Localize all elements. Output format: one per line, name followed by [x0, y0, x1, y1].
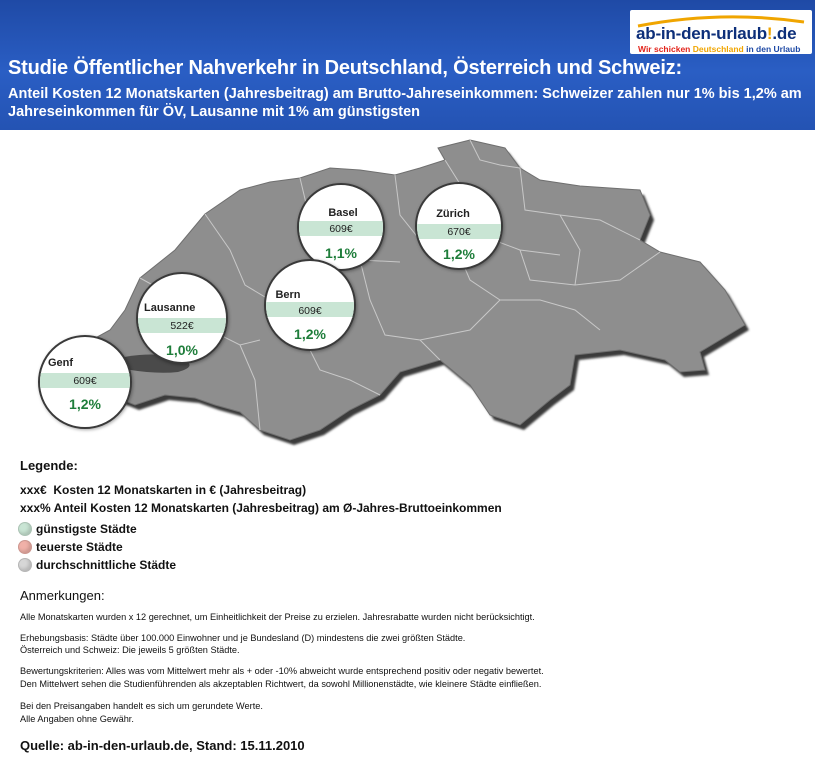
legend-item-cheapest: günstigste Städte — [18, 522, 137, 536]
legend-item-average: durchschnittliche Städte — [18, 558, 176, 572]
city-name: Genf — [48, 357, 74, 369]
logo-wordmark: ab-in-den-urlaub!.de — [636, 24, 797, 43]
city-name: Zürich — [436, 208, 470, 220]
city-bubble-genf[interactable] — [38, 335, 132, 429]
city-name: Lausanne — [144, 302, 196, 314]
share-value: 1,1% — [325, 245, 357, 261]
logo-tagline: Wir schicken Deutschland in den Urlaub — [638, 44, 801, 54]
gray-dot-icon — [18, 558, 32, 572]
source-line: Quelle: ab-in-den-urlaub.de, Stand: 15.11.2010 — [20, 738, 305, 753]
note-line: Alle Angaben ohne Gewähr. — [20, 714, 134, 724]
legend-item-most-expensive: teuerste Städte — [18, 540, 123, 554]
price-value: 609€ — [298, 305, 322, 317]
city-bubble-lausanne[interactable] — [136, 272, 228, 364]
legend-title: Legende: — [20, 458, 78, 473]
price-value: 670€ — [447, 226, 471, 238]
legend-definition-price: xxx€ Kosten 12 Monatskarten in € (Jahresbeitrag) — [20, 483, 307, 497]
city-bubble-basel[interactable] — [297, 183, 385, 271]
price-value: 522€ — [170, 320, 194, 332]
price-value: 609€ — [329, 223, 353, 235]
page-title: Studie Öffentlicher Nahverkehr in Deutschland, Österreich und Schweiz: — [8, 57, 682, 79]
notes-title: Anmerkungen: — [20, 588, 105, 603]
red-dot-icon — [18, 540, 32, 554]
header-banner — [0, 0, 815, 130]
note-line: Erhebungsbasis: Städte über 100.000 Einwohner und je Bundesland (D) mindestens die zwei größten Städte. — [20, 633, 466, 643]
note-line: Österreich und Schweiz: Die jeweils 5 größten Städte. — [20, 645, 240, 655]
brand-logo[interactable] — [630, 10, 812, 54]
price-value: 609€ — [73, 375, 97, 387]
note-line: Bei den Preisangaben handelt es sich um gerundete Werte. — [20, 701, 263, 711]
legend-definition-share: xxx% Anteil Kosten 12 Monatskarten (Jahresbeitrag) am Ø-Jahres-Bruttoeinkommen — [20, 501, 502, 515]
share-value: 1,0% — [166, 342, 198, 358]
share-value: 1,2% — [294, 326, 326, 342]
city-bubble-zuerich[interactable] — [415, 182, 503, 270]
note-line: Bewertungskriterien: Alles was vom Mittelwert mehr als + oder -10% abweicht wurde entsprechend positiv oder negativ bewertet. — [20, 666, 544, 676]
city-name: Basel — [328, 207, 358, 219]
page-subtitle: Anteil Kosten 12 Monatskarten (Jahresbeitrag) am Brutto-Jahreseinkommen: Schweizer zahlen nur 1% bis 1,2% am Jahreseinkommen für ÖV, Lausanne mit 1% am günstigsten — [8, 86, 802, 120]
note-line: Alle Monatskarten wurden x 12 gerechnet, um Einheitlichkeit der Preise zu erzielen. Jahresrabatte wurden nicht berücksichtigt. — [20, 612, 535, 622]
city-name: Bern — [275, 289, 301, 301]
green-dot-icon — [18, 522, 32, 536]
share-value: 1,2% — [69, 396, 101, 412]
share-value: 1,2% — [443, 246, 475, 262]
city-bubble-bern[interactable] — [264, 259, 356, 351]
note-line: Den Mittelwert sehen die Studienführenden als akzeptablen Richtwert, da sowohl Millionenstädte, wie kleinere Städte einfließen. — [20, 679, 542, 689]
